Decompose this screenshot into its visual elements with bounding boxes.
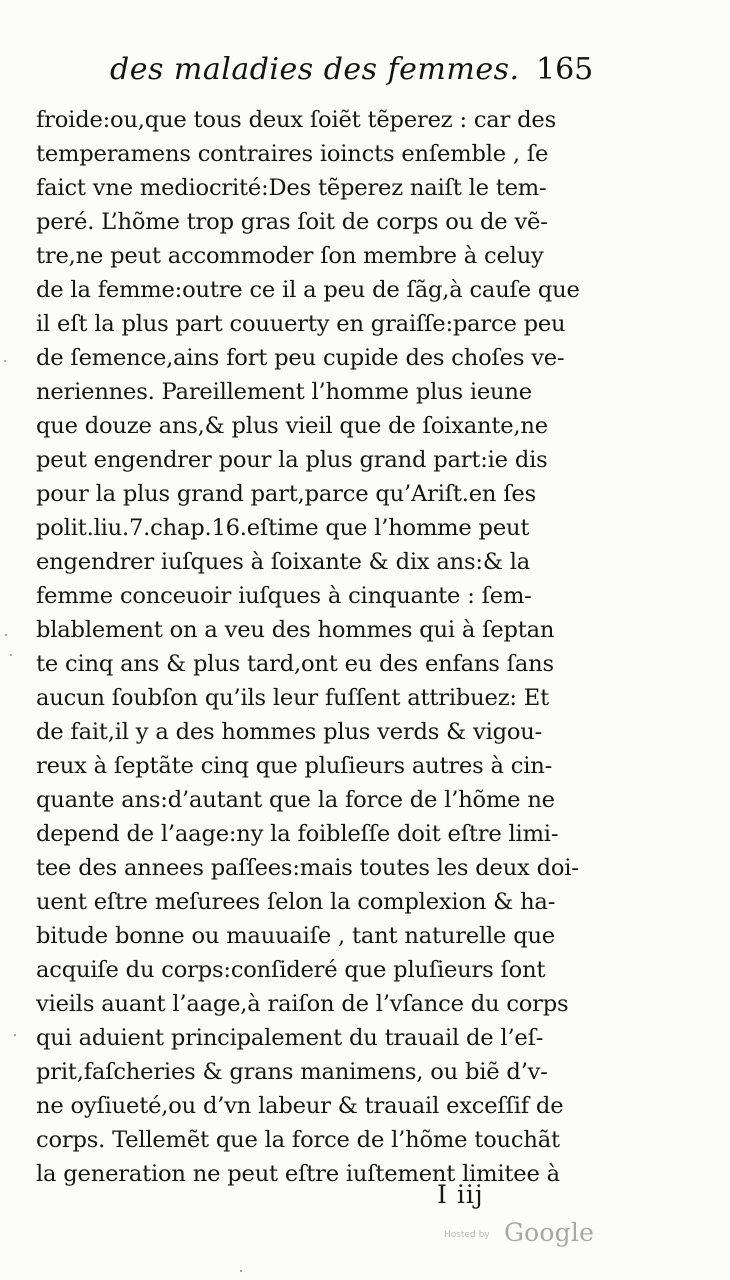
text-line: prit,faſcheries & grans manimens, ou biẽ d’v- — [36, 1059, 548, 1085]
text-line: depend de l’aage:ny la foibleſſe doit eſtre limi- — [36, 821, 559, 847]
text-line: corps. Tellemẽt que la force de l’hõme touchãt — [36, 1127, 560, 1153]
text-line: tee des annees paſſees:mais toutes les deux doi- — [36, 855, 579, 881]
text-line: neriennes. Pareillement l’homme plus ieune — [36, 379, 532, 405]
text-line: la generation ne peut eſtre iuſtement limitee à — [36, 1161, 560, 1187]
text-line: qui aduient principalement du trauail de l’eſ- — [36, 1025, 544, 1051]
text-line: il eſt la plus part couuerty en graiſſe:parce peu — [36, 311, 566, 337]
body-text — [36, 103, 601, 1187]
text-line: peré. L’hõme trop gras ſoit de corps ou de vẽ- — [36, 209, 548, 235]
text-line: pour la plus grand part,parce qu’Ariſt.en ſes — [36, 481, 536, 507]
scan-speck — [10, 654, 12, 656]
text-line: uent eſtre meſurees ſelon la complexion & ha- — [36, 889, 556, 915]
scan-speck — [4, 360, 6, 362]
text-line: blablement on a veu des hommes qui à ſeptan — [36, 617, 555, 643]
text-line: de ſemence,ains fort peu cupide des choſes ve- — [36, 345, 565, 371]
text-line: de fait,il y a des hommes plus verds & vigou- — [36, 719, 543, 745]
text-line: quante ans:d’autant que la force de l’hõme ne — [36, 787, 555, 813]
text-line: faict vne mediocrité:Des tẽperez naiſt le tem- — [36, 175, 547, 201]
text-line: tre,ne peut accommoder ſon membre à celuy — [36, 243, 544, 269]
running-title: des maladies des femmes. — [110, 52, 520, 87]
text-line: acquiſe du corps:conſideré que pluſieurs ſont — [36, 957, 546, 983]
running-head — [88, 48, 608, 98]
scan-speck — [240, 1270, 242, 1272]
text-line: reux à ſeptãte cinq que pluſieurs autres à cin- — [36, 753, 553, 779]
hosted-by-label: Hosted by — [444, 1230, 490, 1240]
text-line: de la femme:outre ce il a peu de ſãg,à cauſe que — [36, 277, 580, 303]
text-line: aucun ſoubſon qu’ils leur fuſſent attribuez: Et — [36, 685, 549, 711]
google-logo: Google — [504, 1218, 595, 1247]
text-line: vieils auant l’aage,à raiſon de l’vſance du corps — [36, 991, 569, 1017]
scan-speck — [5, 634, 7, 636]
text-line: te cinq ans & plus tard,ont eu des enfans ſans — [36, 651, 554, 677]
text-line: ne oyſiueté,ou d’vn labeur & trauail exceſſif de — [36, 1093, 564, 1119]
text-line: polit.liu.7.chap.16.eſtime que l’homme peut — [36, 515, 530, 541]
text-line: femme conceuoir iuſques à cinquante : ſem- — [36, 583, 532, 609]
text-line: bitude bonne ou mauuaiſe , tant naturelle que — [36, 923, 555, 949]
text-line: temperamens contraires ioincts enſemble , ſe — [36, 141, 549, 167]
google-watermark — [444, 1218, 604, 1252]
page-number: 165 — [536, 52, 594, 87]
signature-mark: I iij — [437, 1180, 484, 1209]
text-line: peut engendrer pour la plus grand part:ie dis — [36, 447, 548, 473]
text-line: froide:ou,que tous deux ſoiẽt tẽperez : car des — [36, 107, 556, 133]
text-line: engendrer iuſques à ſoixante & dix ans:& la — [36, 549, 531, 575]
scan-speck — [14, 1034, 16, 1036]
text-line: que douze ans,& plus vieil que de ſoixante,ne — [36, 413, 548, 439]
